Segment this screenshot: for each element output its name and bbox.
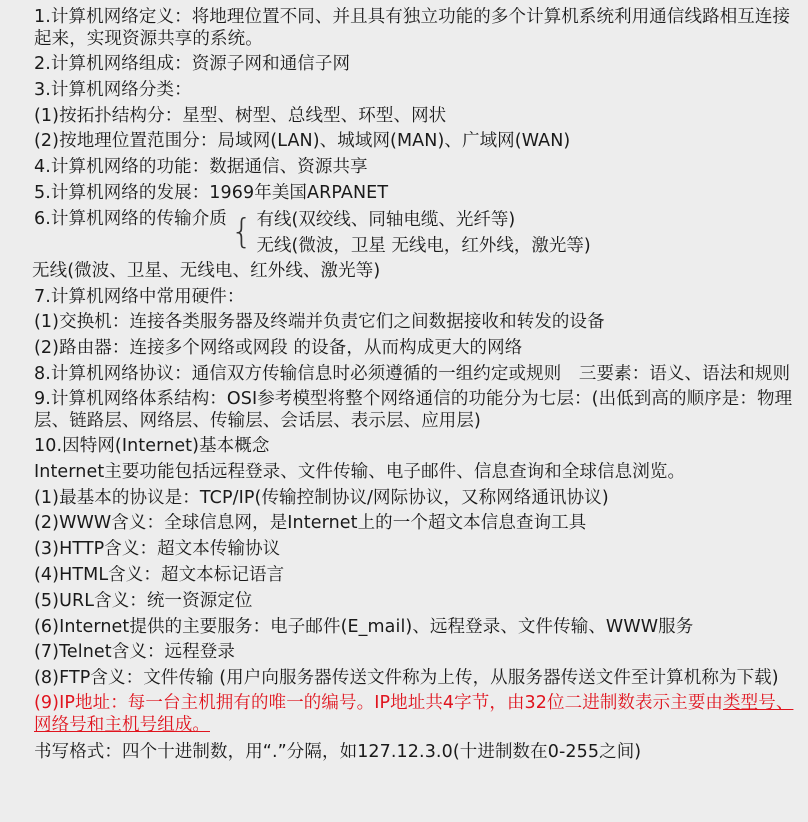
classification-by-topology: (1)按拓扑结构分：星型、树型、总线型、环型、网状 <box>34 105 447 126</box>
network-architecture: 9.计算机网络体系结构：OSI参考模型将整个网络通信的功能分为七层：(出低到高的顺序是：物理层、链路层、网络层、传输层、会话层、表示层、应用层) <box>34 388 793 431</box>
classification-by-range: (2)按地理位置范围分：局域网(LAN)、城域网(MAN)、广域网(WAN) <box>34 131 571 152</box>
hardware-heading: 7.计算机网络中常用硬件： <box>34 286 245 307</box>
internet-main-functions: Internet主要功能包括远程登录、文件传输、电子邮件、信息查询和全球信息浏览。 <box>34 461 686 482</box>
ip-address-underlined: 类型号、网络号和主机号组成。 <box>34 693 794 736</box>
ip-writing-format: 书写格式：四个十进制数，用“.”分隔，如127.12.3.0(十进制数在0-255之间) <box>34 742 642 763</box>
network-definition: 1.计算机网络定义：将地理位置不同、并且具有独立功能的多个计算机系统利用通信线路相互连接起来，实现资源共享的系统。 <box>34 7 791 49</box>
html-definition: (4)HTML含义：超文本标记语言 <box>34 564 285 585</box>
telnet-definition: (7)Telnet含义：远程登录 <box>34 642 235 663</box>
transmission-media <box>34 207 794 259</box>
http-definition: (3)HTTP含义：超文本传输协议 <box>34 539 281 560</box>
tcp-ip-definition: (1)最基本的协议是：TCP/IP(传输控制协议/网际协议，又称网络通讯协议) <box>34 487 609 508</box>
transmission-media-options <box>257 207 591 260</box>
internet-services: (6)Internet提供的主要服务：电子邮件(E_mail)、远程登录、文件传输、WWW服务 <box>34 616 694 637</box>
network-protocol: 8.计算机网络协议：通信双方传输信息时必须遵循的一组约定或规则 三要素：语义、语法和规则 <box>34 363 791 384</box>
brace-icon: { <box>230 211 253 252</box>
www-definition: (2)WWW含义：全球信息网，是Internet上的一个超文本信息查询工具 <box>34 513 587 534</box>
network-composition: 2.计算机网络组成：资源子网和通信子网 <box>34 54 351 74</box>
wireless-media-note: 无线(微波、卫星、无线电、红外线、激光等) <box>32 260 381 281</box>
wired-media: 有线(双绞线、同轴电缆、光纤等) <box>256 209 516 230</box>
network-classification-heading: 3.计算机网络分类： <box>34 79 192 100</box>
ip-address-definition <box>34 691 794 738</box>
ftp-definition: (8)FTP含义：文件传输 (用户向服务器传送文件称为上传，从服务器传送文件至计算机称为下载) <box>34 668 779 689</box>
wireless-media: 无线(微波，卫星 无线电，红外线，激光等) <box>256 235 591 256</box>
ip-item-number: (9) <box>34 693 60 714</box>
switch-definition: (1)交换机：连接各类服务器及终端并负责它们之间数据接收和转发的设备 <box>34 312 605 333</box>
transmission-media-label: 6.计算机网络的传输介质 <box>34 208 227 229</box>
network-functions: 4.计算机网络的功能：数据通信、资源共享 <box>34 157 368 178</box>
network-development: 5.计算机网络的发展：1969年美国ARPANET <box>34 182 389 203</box>
url-definition: (5)URL含义：统一资源定位 <box>34 590 253 611</box>
ip-address-text: IP地址：每一台主机拥有的唯一的编号。IP地址共4字节，由32位二进制数表示主要由 <box>59 693 724 714</box>
router-definition: (2)路由器：连接多个网络或网段 的设备，从而构成更大的网络 <box>34 338 523 359</box>
internet-concepts-heading: 10.因特网(Internet)基本概念 <box>34 435 270 456</box>
